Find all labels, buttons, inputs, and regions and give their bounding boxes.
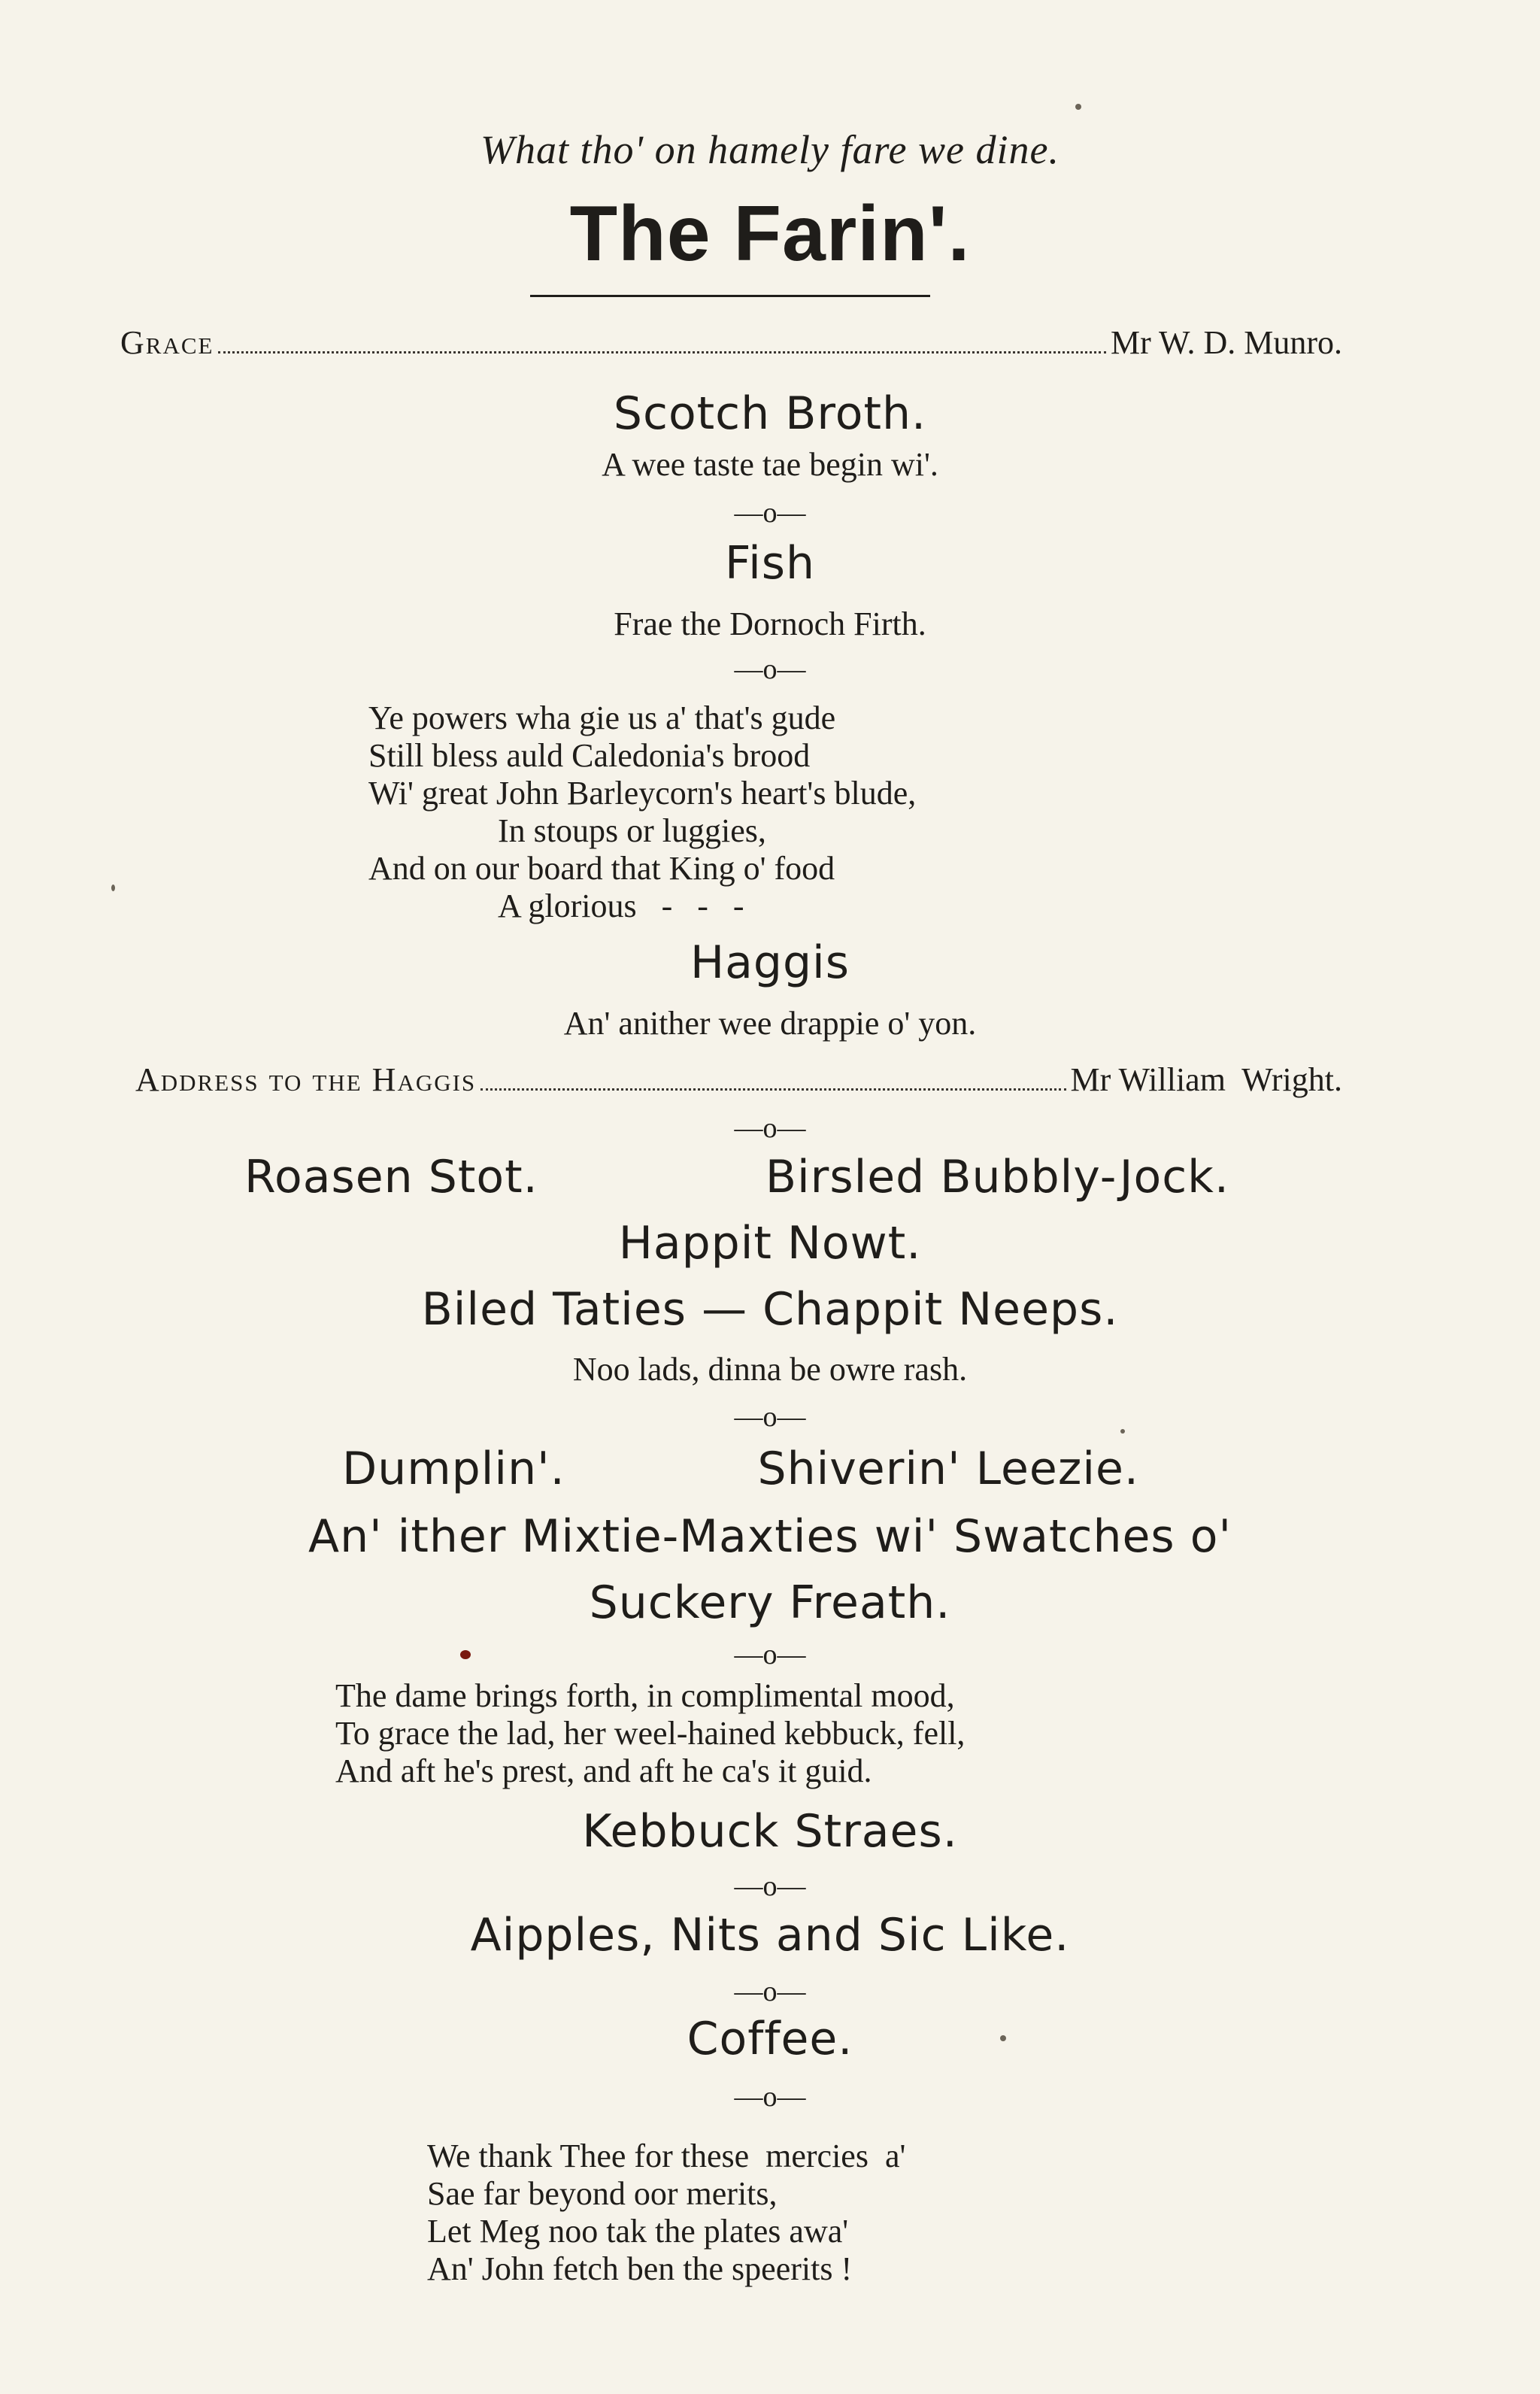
address-speaker: Mr William Wright. xyxy=(1070,1061,1342,1098)
puddings-pair xyxy=(342,1443,1139,1495)
dot-leader xyxy=(218,351,1106,353)
note-scotch-broth: A wee taste tae begin wi'. xyxy=(602,446,938,483)
dish-scotch-broth: Scotch Broth. xyxy=(613,387,927,440)
verse-kebbuck xyxy=(335,1677,965,1790)
dish-aipples: Aipples, Nits and Sic Like. xyxy=(470,1909,1070,1962)
separator: —o— xyxy=(734,1976,806,2007)
dish-coffee: Coffee. xyxy=(687,2013,853,2065)
separator: —o— xyxy=(734,654,806,685)
note-mains: Noo lads, dinna be owre rash. xyxy=(572,1351,968,1388)
dish-haggis: Haggis xyxy=(690,936,850,989)
separator: —o— xyxy=(734,1639,806,1670)
verse-line: In stoups or luggies, xyxy=(498,812,766,849)
verse-line: To grace the lad, her weel-hained kebbuck, fell, xyxy=(335,1715,966,1752)
separator: —o— xyxy=(734,497,806,529)
verse-line: The dame brings forth, in complimental mood, xyxy=(335,1677,955,1714)
dish-roasen-stot: Roasen Stot. xyxy=(244,1151,538,1203)
dish-shiverin-leezie: Shiverin' Leezie. xyxy=(757,1443,1139,1495)
address-row xyxy=(135,1060,1342,1099)
grace-row xyxy=(120,323,1342,362)
verse-line: Still bless auld Caledonia's brood xyxy=(368,737,811,774)
verse-line: And aft he's prest, and aft he ca's it guid. xyxy=(335,1752,872,1789)
paper-speck xyxy=(111,884,115,891)
verse-line: Wi' great John Barleycorn's heart's blude, xyxy=(368,775,917,812)
separator: —o— xyxy=(734,2081,806,2113)
motto: What tho' on hamely fare we dine. xyxy=(480,127,1060,172)
dish-happit-nowt: Happit Nowt. xyxy=(618,1217,922,1270)
dish-mixtie-maxties: An' ither Mixtie-Maxties wi' Swatches o' xyxy=(308,1510,1232,1563)
dish-kebbuck-straes: Kebbuck Straes. xyxy=(582,1805,958,1858)
verse-line: We thank Thee for these mercies a' xyxy=(427,2138,906,2174)
page-title: The Farin'. xyxy=(569,190,971,278)
verse-barleycorn xyxy=(368,699,916,925)
verse-line: Let Meg noo tak the plates awa' xyxy=(427,2213,849,2250)
separator: —o— xyxy=(734,1401,806,1433)
title-rule xyxy=(530,295,930,297)
verse-line: A glorious - - - xyxy=(498,888,744,924)
verse-line: Sae far beyond oor merits, xyxy=(427,2175,778,2212)
note-haggis: An' anither wee drappie o' yon. xyxy=(563,1005,977,1042)
dish-bubbly-jock: Birsled Bubbly-Jock. xyxy=(765,1151,1229,1203)
mains-pair xyxy=(244,1151,1229,1203)
dot-leader xyxy=(480,1088,1066,1091)
dish-suckery-freath: Suckery Freath. xyxy=(589,1576,951,1629)
grace-label: Grace xyxy=(120,324,214,361)
separator: —o— xyxy=(734,1112,806,1144)
verse-line: And on our board that King o' food xyxy=(368,850,835,887)
dish-taties-neeps: Biled Taties — Chappit Neeps. xyxy=(421,1283,1119,1336)
dish-dumplin: Dumplin'. xyxy=(342,1443,565,1495)
grace-speaker: Mr W. D. Munro. xyxy=(1110,324,1342,361)
separator: —o— xyxy=(734,1871,806,1902)
address-label: Address to the Haggis xyxy=(135,1061,477,1098)
verse-line: Ye powers wha gie us a' that's gude xyxy=(368,699,836,736)
paper-speck xyxy=(1075,104,1081,110)
verse-line: An' John fetch ben the speerits ! xyxy=(427,2250,853,2287)
dish-fish: Fish xyxy=(724,537,816,590)
verse-closing-grace xyxy=(427,2138,905,2288)
note-fish: Frae the Dornoch Firth. xyxy=(614,605,926,642)
